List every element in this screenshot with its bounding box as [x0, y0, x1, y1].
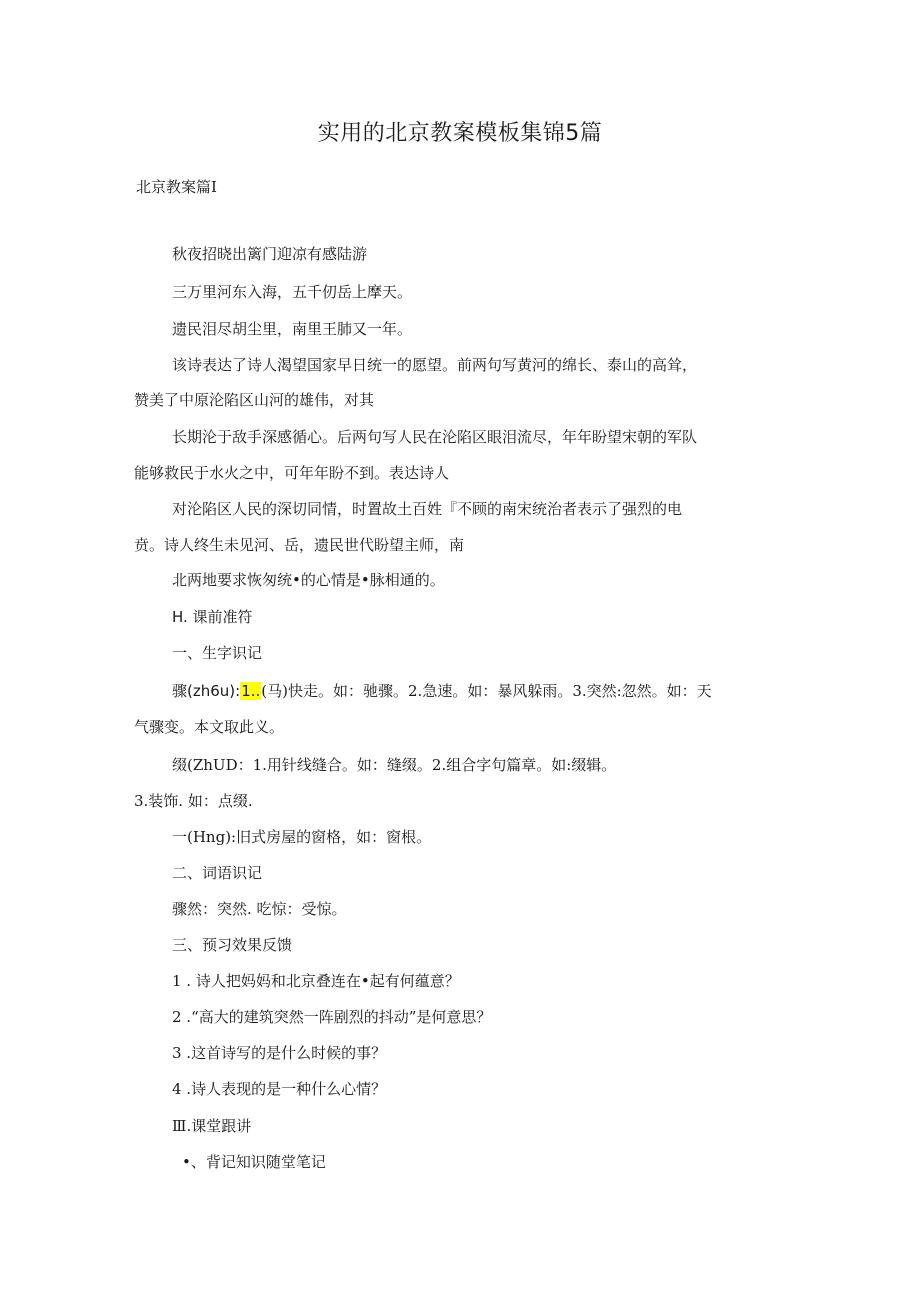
poem-line: 三万里河东入海，五千仞岳上摩天。: [172, 283, 413, 301]
paragraph-line: 能够救民于水火之中，可年年盼不到。表达诗人: [134, 464, 450, 482]
subsection-heading: 二、词语识记: [172, 864, 263, 882]
subsection-heading: Ⅲ.课堂跟讲: [172, 1117, 252, 1135]
paragraph-line: 贲。诗人终生未见河、岳，遗民世代盼望主师，南: [134, 536, 465, 554]
document-title: 实用的北京教案模板集锦5篇: [317, 121, 603, 146]
paragraph-line: 一(Hng):旧式房屋的窗格，如：窗根。: [172, 828, 432, 846]
zhou-definition-line: [172, 681, 712, 701]
paragraph-line: 缀(ZhUD：1.用针线缝合。如：缝缀。2.组合字句篇章。如:缀辑。: [172, 756, 617, 774]
subsection-heading: H. 课前准符: [172, 608, 253, 626]
highlighted-text: 1..: [241, 682, 261, 700]
paragraph-line: 3.装饰. 如：点缀.: [134, 792, 253, 810]
paragraph-line: 长期沦于敌手深感循心。后两句写人民在沦陷区眼泪流尽，年年盼望宋朝的军队: [172, 428, 698, 446]
paragraph-line: 对沦陷区人民的深切同情，时置故土百姓『不顾的南宋统治者表示了强烈的电: [172, 500, 683, 518]
question-item: 1 . 诗人把妈妈和北京叠连在•起有何蕴意？: [172, 972, 460, 990]
zhou-suffix: (马)快走。如：驰骤。2.急速。如：暴风躲雨。3.突然:忽然。如：天: [261, 682, 712, 700]
section-heading: 北京教案篇I: [136, 178, 217, 196]
poem-title: 秋夜招晓出篱门迎凉有感陆游: [172, 245, 368, 263]
zhou-prefix: 骤(zh6u):: [172, 682, 241, 700]
paragraph-line: 气骤变。本文取此义。: [134, 718, 285, 736]
paragraph-line: 北两地要求恢匆统•的心情是•脉相通的。: [172, 571, 445, 589]
subsection-heading: 三、预习效果反馈: [172, 936, 293, 954]
subsection-heading: •、背记知识随堂笔记: [182, 1153, 326, 1171]
subsection-heading: 一、生字识记: [172, 644, 263, 662]
question-item: 4 .诗人表现的是一种什么心情？: [172, 1080, 387, 1098]
paragraph-line: 骤然：突然. 吃惊：受惊。: [172, 900, 347, 918]
poem-line: 遗民泪尽胡尘里，南里王肺又一年。: [172, 320, 413, 338]
question-item: 2 .“高大的建筑突然一阵剧烈的抖动”是何意思？: [172, 1008, 492, 1026]
paragraph-line: 赞美了中原沦陷区山河的雄伟，对其: [134, 391, 375, 409]
question-item: 3 .这首诗写的是什么时候的事？: [172, 1044, 387, 1062]
paragraph-line: 该诗表达了诗人渴望国家早日统一的愿望。前两句写黄河的绵长、泰山的高耸，: [172, 356, 698, 374]
